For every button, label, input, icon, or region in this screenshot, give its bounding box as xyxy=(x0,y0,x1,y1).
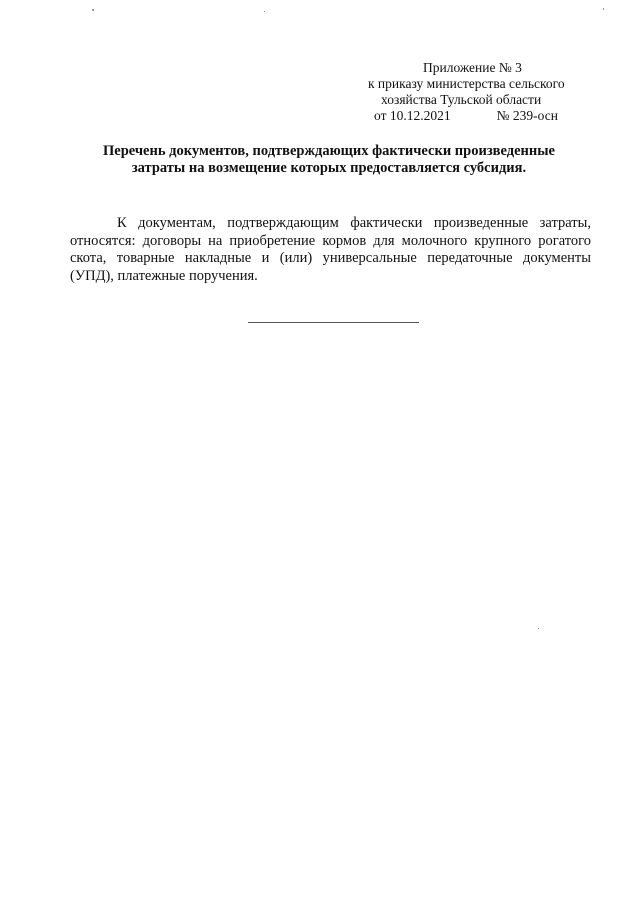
body-line-2: относятся: договоры на приобретение кормов для молочного крупного рогатого xyxy=(70,232,591,249)
end-separator-line xyxy=(248,322,419,323)
annex-header xyxy=(360,60,600,124)
document-title-line-1: Перечень документов, подтверждающих фактически произведенные xyxy=(103,143,555,159)
annex-ministry: хозяйства Тульской области xyxy=(381,92,542,107)
scan-speck xyxy=(538,628,539,629)
annex-number: Приложение № 3 xyxy=(423,60,522,75)
annex-order-reference: к приказу министерства сельского xyxy=(368,76,565,91)
body-line-4: (УПД), платежные поручения. xyxy=(70,267,258,284)
document-title-line-2: затраты на возмещение которых предоставляется субсидия. xyxy=(131,160,527,176)
annex-order-number: № 239-осн xyxy=(496,108,558,123)
annex-date-number-line xyxy=(360,108,600,124)
body-paragraph xyxy=(70,215,591,285)
scan-speck xyxy=(603,8,604,10)
annex-date: от 10.12.2021 xyxy=(374,108,451,123)
scan-speck xyxy=(92,9,94,11)
document-title xyxy=(60,143,598,177)
body-line-3: скота, товарные накладные и (или) универсальные передаточные документы xyxy=(70,250,591,266)
body-line-1: К документам, подтверждающим фактически произведенные затраты, xyxy=(117,215,591,231)
scan-speck xyxy=(264,11,265,12)
